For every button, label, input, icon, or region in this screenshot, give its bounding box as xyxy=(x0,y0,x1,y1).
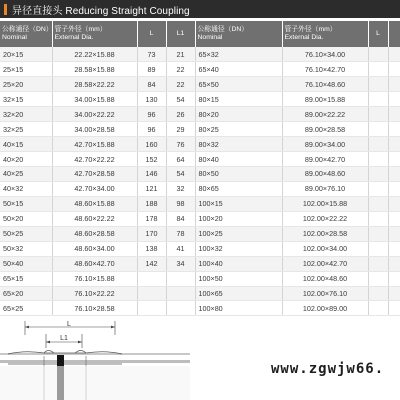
cell-cut-off xyxy=(388,211,400,226)
cell-external-dia: 34.00×15.88 xyxy=(52,92,137,107)
cell-l1 xyxy=(166,301,195,316)
cell-l: 73 xyxy=(137,47,166,62)
table-row xyxy=(0,286,400,301)
title-accent-marker xyxy=(4,4,7,15)
cell-external-dia-2: 102.00×76.10 xyxy=(282,286,368,301)
table-row xyxy=(0,181,400,196)
header-od-cn: 管子外径（mm） xyxy=(54,25,107,33)
coupling-drawing xyxy=(0,351,190,400)
cell-l: 146 xyxy=(137,167,166,182)
table-row xyxy=(0,62,400,77)
dimension-l1-label: L1 xyxy=(60,335,68,342)
cell-l-2 xyxy=(368,196,388,211)
cell-nominal: 32×20 xyxy=(0,107,52,122)
cell-external-dia-2: 102.00×15.88 xyxy=(282,196,368,211)
cell-l1: 76 xyxy=(166,137,195,152)
cell-external-dia: 76.10×22.22 xyxy=(52,286,137,301)
cell-nominal: 40×32 xyxy=(0,181,52,196)
table-row xyxy=(0,92,400,107)
cell-l1: 26 xyxy=(166,107,195,122)
cell-l-2 xyxy=(368,47,388,62)
cell-external-dia-2: 89.00×22.22 xyxy=(282,107,368,122)
header-l: L xyxy=(137,21,166,47)
cell-nominal-2: 65×40 xyxy=(195,62,282,77)
cell-external-dia-2: 89.00×28.58 xyxy=(282,122,368,137)
cell-l1 xyxy=(166,271,195,286)
cell-external-dia: 48.60×28.58 xyxy=(52,226,137,241)
cell-nominal-2: 80×32 xyxy=(195,137,282,152)
cell-external-dia-2: 89.00×48.60 xyxy=(282,167,368,182)
cell-cut-off xyxy=(388,181,400,196)
cell-l: 130 xyxy=(137,92,166,107)
cell-external-dia: 48.60×22.22 xyxy=(52,211,137,226)
cell-l1: 64 xyxy=(166,152,195,167)
dimension-l-label: L xyxy=(67,321,71,328)
header-nominal-en: Nominal xyxy=(2,34,27,41)
table-body xyxy=(0,47,400,316)
cell-nominal: 50×40 xyxy=(0,256,52,271)
cell-nominal: 50×20 xyxy=(0,211,52,226)
cell-l-2 xyxy=(368,107,388,122)
table-row xyxy=(0,107,400,122)
cell-external-dia-2: 89.00×34.00 xyxy=(282,137,368,152)
header-od-en-2: External Dia. xyxy=(284,34,324,41)
table-header-row xyxy=(0,21,400,47)
cell-cut-off xyxy=(388,286,400,301)
cell-l-2 xyxy=(368,301,388,316)
cell-cut-off xyxy=(388,152,400,167)
title-bar xyxy=(0,0,400,18)
table-row xyxy=(0,152,400,167)
cell-l: 89 xyxy=(137,62,166,77)
cell-external-dia: 42.70×34.00 xyxy=(52,181,137,196)
cell-cut-off xyxy=(388,167,400,182)
cell-nominal: 25×20 xyxy=(0,77,52,92)
cell-nominal-2: 80×50 xyxy=(195,167,282,182)
cell-nominal-2: 100×65 xyxy=(195,286,282,301)
cell-l-2 xyxy=(368,211,388,226)
cell-nominal-2: 100×50 xyxy=(195,271,282,286)
cell-external-dia: 34.00×28.58 xyxy=(52,122,137,137)
cell-external-dia-2: 89.00×42.70 xyxy=(282,152,368,167)
cell-l-2 xyxy=(368,241,388,256)
cell-external-dia: 28.58×15.88 xyxy=(52,62,137,77)
cell-cut-off xyxy=(388,271,400,286)
cell-nominal: 40×15 xyxy=(0,137,52,152)
cell-l: 170 xyxy=(137,226,166,241)
cell-nominal-2: 100×40 xyxy=(195,256,282,271)
cell-nominal: 65×25 xyxy=(0,301,52,316)
cell-nominal-2: 80×15 xyxy=(195,92,282,107)
cell-l: 138 xyxy=(137,241,166,256)
cell-cut-off xyxy=(388,92,400,107)
table-row xyxy=(0,226,400,241)
header-nominal-en-2: Nominal xyxy=(197,34,223,41)
cell-l xyxy=(137,301,166,316)
cell-l1: 78 xyxy=(166,226,195,241)
cell-nominal-2: 100×20 xyxy=(195,211,282,226)
cell-cut-off xyxy=(388,241,400,256)
cell-nominal-2: 65×32 xyxy=(195,47,282,62)
cell-l-2 xyxy=(368,152,388,167)
header-nominal-cn-2: 公称通径（DN） xyxy=(197,25,249,33)
cell-external-dia: 48.60×15.88 xyxy=(52,196,137,211)
cell-l: 96 xyxy=(137,107,166,122)
cell-l-2 xyxy=(368,181,388,196)
cell-cut-off xyxy=(388,122,400,137)
cell-nominal-2: 65×50 xyxy=(195,77,282,92)
table-row xyxy=(0,211,400,226)
cell-l-2 xyxy=(368,256,388,271)
cell-cut-off xyxy=(388,77,400,92)
cell-l1: 22 xyxy=(166,77,195,92)
cell-l1: 54 xyxy=(166,167,195,182)
cell-l: 160 xyxy=(137,137,166,152)
cell-l1: 32 xyxy=(166,181,195,196)
page-title: 异径直接头 Reducing Straight Coupling xyxy=(12,5,190,17)
header-l-2: L xyxy=(368,21,388,47)
table-row xyxy=(0,301,400,316)
header-nominal-2 xyxy=(195,21,282,47)
cell-l1: 29 xyxy=(166,122,195,137)
cell-external-dia-2: 89.00×76.10 xyxy=(282,181,368,196)
cell-l xyxy=(137,271,166,286)
cell-external-dia: 42.70×22.22 xyxy=(52,152,137,167)
table-row xyxy=(0,137,400,152)
cell-cut-off xyxy=(388,62,400,77)
cell-l-2 xyxy=(368,62,388,77)
cell-external-dia-2: 102.00×34.00 xyxy=(282,241,368,256)
cell-cut-off xyxy=(388,301,400,316)
cell-l-2 xyxy=(368,167,388,182)
header-od-en: External Dia. xyxy=(54,34,94,41)
dimension-l xyxy=(25,321,115,335)
cell-nominal: 50×25 xyxy=(0,226,52,241)
cell-external-dia-2: 76.10×48.60 xyxy=(282,77,368,92)
cell-nominal: 20×15 xyxy=(0,47,52,62)
header-nominal-cn: 公称通径（DN） xyxy=(2,25,53,33)
cell-external-dia-2: 102.00×48.60 xyxy=(282,271,368,286)
coupling-diagram xyxy=(0,318,190,400)
header-nominal xyxy=(0,21,52,47)
cell-l-2 xyxy=(368,122,388,137)
cell-l1: 22 xyxy=(166,62,195,77)
cell-external-dia: 76.10×28.58 xyxy=(52,301,137,316)
cell-l: 84 xyxy=(137,77,166,92)
cell-l: 142 xyxy=(137,256,166,271)
cell-nominal: 50×15 xyxy=(0,196,52,211)
cell-cut-off xyxy=(388,47,400,62)
cell-l1 xyxy=(166,286,195,301)
cell-l1: 34 xyxy=(166,256,195,271)
cell-l1: 41 xyxy=(166,241,195,256)
cell-external-dia-2: 89.00×15.88 xyxy=(282,92,368,107)
cell-nominal: 65×15 xyxy=(0,271,52,286)
cell-external-dia: 48.60×42.70 xyxy=(52,256,137,271)
cell-l1: 21 xyxy=(166,47,195,62)
cell-external-dia: 42.70×15.88 xyxy=(52,137,137,152)
table-row xyxy=(0,77,400,92)
cell-cut-off xyxy=(388,226,400,241)
table-row xyxy=(0,122,400,137)
cell-cut-off xyxy=(388,256,400,271)
cell-l-2 xyxy=(368,226,388,241)
cell-external-dia-2: 102.00×28.58 xyxy=(282,226,368,241)
cell-nominal-2: 80×40 xyxy=(195,152,282,167)
table-row xyxy=(0,256,400,271)
dimension-l1 xyxy=(46,334,82,348)
cell-nominal: 32×15 xyxy=(0,92,52,107)
cell-l-2 xyxy=(368,92,388,107)
cell-external-dia: 76.10×15.88 xyxy=(52,271,137,286)
cell-nominal: 65×20 xyxy=(0,286,52,301)
cell-cut-off xyxy=(388,137,400,152)
cell-nominal-2: 80×65 xyxy=(195,181,282,196)
cell-l xyxy=(137,286,166,301)
header-external-dia xyxy=(52,21,137,47)
header-od-cn-2: 管子外径（mm） xyxy=(284,25,337,33)
table-row xyxy=(0,271,400,286)
cell-nominal-2: 80×25 xyxy=(195,122,282,137)
cell-nominal-2: 100×32 xyxy=(195,241,282,256)
cell-l-2 xyxy=(368,271,388,286)
cell-cut-off xyxy=(388,196,400,211)
cell-l: 152 xyxy=(137,152,166,167)
header-cut-off xyxy=(388,21,400,47)
cell-nominal-2: 100×25 xyxy=(195,226,282,241)
cell-l: 96 xyxy=(137,122,166,137)
spec-table xyxy=(0,21,400,316)
cell-external-dia: 48.60×34.00 xyxy=(52,241,137,256)
cell-l: 121 xyxy=(137,181,166,196)
cell-external-dia-2: 102.00×22.22 xyxy=(282,211,368,226)
cell-l-2 xyxy=(368,77,388,92)
table-row xyxy=(0,47,400,62)
cell-l: 188 xyxy=(137,196,166,211)
cell-nominal-2: 80×20 xyxy=(195,107,282,122)
cell-l1: 84 xyxy=(166,211,195,226)
cell-external-dia-2: 76.10×42.70 xyxy=(282,62,368,77)
cell-nominal-2: 100×80 xyxy=(195,301,282,316)
watermark-text: www.zgwjw66. xyxy=(271,361,385,377)
cell-nominal-2: 100×15 xyxy=(195,196,282,211)
header-l1: L1 xyxy=(166,21,195,47)
table-row xyxy=(0,241,400,256)
cell-external-dia: 28.58×22.22 xyxy=(52,77,137,92)
cell-external-dia: 34.00×22.22 xyxy=(52,107,137,122)
cell-l: 178 xyxy=(137,211,166,226)
cell-l1: 98 xyxy=(166,196,195,211)
cell-nominal: 25×15 xyxy=(0,62,52,77)
cell-external-dia: 42.70×28.58 xyxy=(52,167,137,182)
cell-cut-off xyxy=(388,107,400,122)
cell-nominal: 50×32 xyxy=(0,241,52,256)
cell-nominal: 40×20 xyxy=(0,152,52,167)
cell-l1: 54 xyxy=(166,92,195,107)
cell-external-dia-2: 102.00×42.70 xyxy=(282,256,368,271)
cell-external-dia-2: 76.10×34.00 xyxy=(282,47,368,62)
cell-l-2 xyxy=(368,137,388,152)
header-external-dia-2 xyxy=(282,21,368,47)
cell-external-dia: 22.22×15.88 xyxy=(52,47,137,62)
table-row xyxy=(0,167,400,182)
cell-nominal: 40×25 xyxy=(0,167,52,182)
cell-l-2 xyxy=(368,286,388,301)
cell-external-dia-2: 102.00×89.00 xyxy=(282,301,368,316)
table-row xyxy=(0,196,400,211)
cell-nominal: 32×25 xyxy=(0,122,52,137)
